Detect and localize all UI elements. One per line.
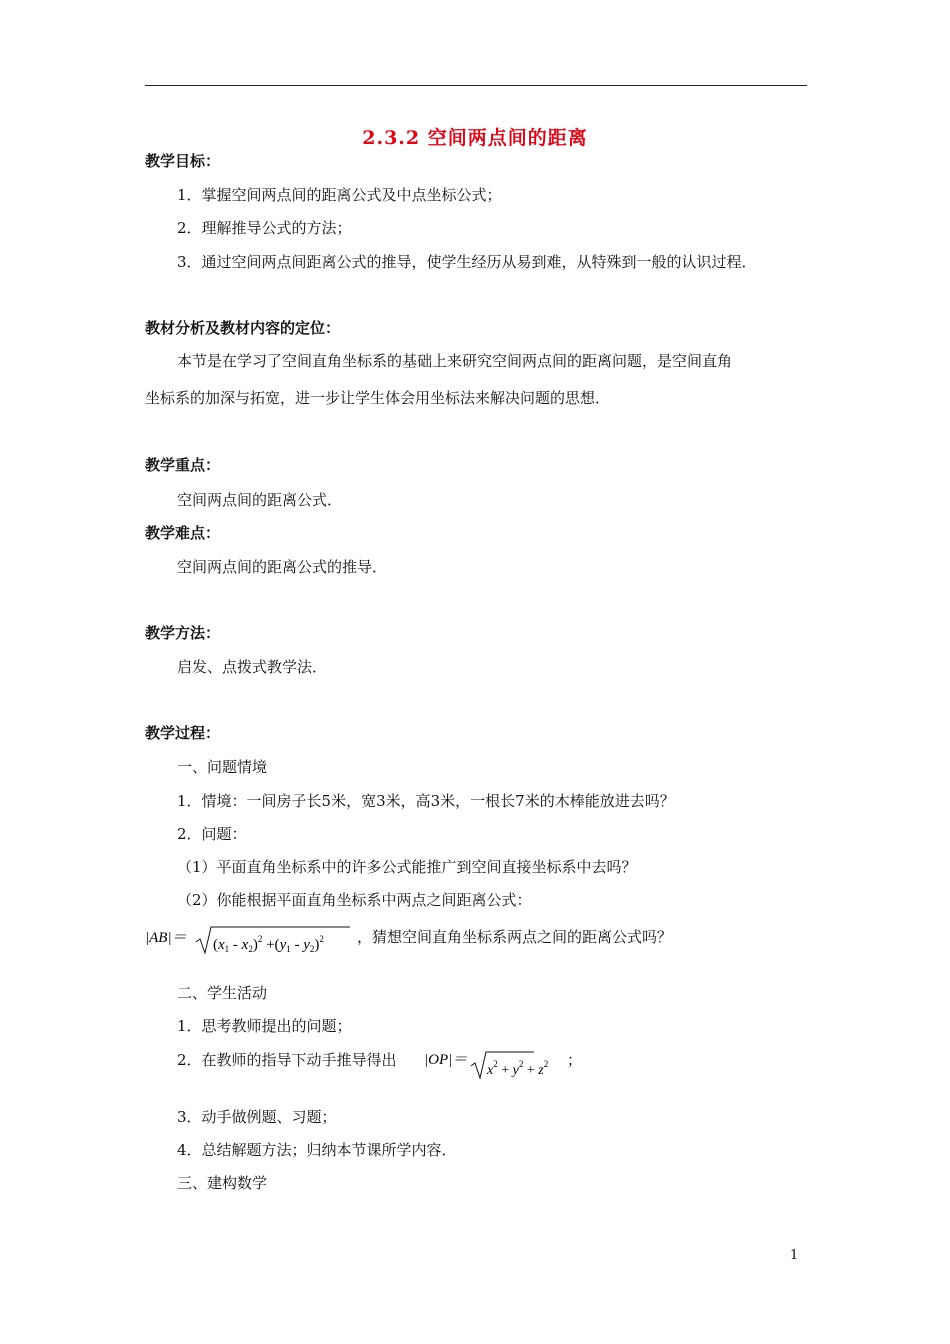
- analysis-line-1: 本节是在学习了空间直角坐标系的基础上来研究空间两点间的距离问题，是空间直角: [177, 352, 733, 370]
- origin-formula-radicand: [482, 1048, 572, 1082]
- svg-text:x2 + y2 + z2: $x^2 + y^2 + z^2$: [487, 1059, 549, 1078]
- page-number: 1: [790, 1248, 799, 1263]
- header-rule: [145, 85, 807, 86]
- formula-body: $(x_1 - x_2)^2 +(y_1 - y_2)^2$: [213, 934, 324, 954]
- question-sub-2: （2）你能根据平面直角坐标系中两点之间距离公式：: [177, 891, 532, 909]
- analysis-heading: 教材分析及教材内容的定位：: [145, 319, 341, 337]
- formula-lhs: |OP|＝: [424, 1052, 468, 1068]
- method-text: 启发、点拨式教学法．: [177, 658, 328, 676]
- key-points-heading: 教学重点：: [145, 456, 221, 474]
- method-heading: 教学方法：: [145, 624, 221, 642]
- section-2-heading: 二、学生活动: [177, 984, 268, 1002]
- analysis-line-2: 坐标系的加深与拓宽，进一步让学生体会用坐标法来解决问题的思想．: [145, 389, 611, 407]
- key-points-text: 空间两点间的距离公式．: [177, 491, 343, 509]
- activity-item-2-suffix: ；: [567, 1051, 583, 1069]
- goal-item-3: 3．通过空间两点间距离公式的推导，使学生经历从易到难，从特殊到一般的认识过程．: [177, 253, 757, 271]
- goal-item-2: 2．理解推导公式的方法；: [177, 219, 352, 237]
- difficulty-heading: 教学难点：: [145, 524, 221, 542]
- question-sub-1: （1）平面直角坐标系中的许多公式能推广到空间直接坐标系中去吗？: [177, 858, 637, 876]
- activity-item-2-text: 2．在教师的指导下动手推导得出: [177, 1051, 397, 1069]
- activity-item-3: 3．动手做例题、习题；: [177, 1108, 337, 1126]
- process-heading: 教学过程：: [145, 724, 221, 742]
- scenario-item: 1．情境：一间房子长5米，宽3米，高3米，一根长7米的木棒能放进去吗？: [177, 792, 675, 810]
- activity-item-4: 4．总结解题方法；归纳本节课所学内容．: [177, 1141, 457, 1159]
- page-title: 2.3.2 空间两点间的距离: [362, 127, 588, 149]
- question-item: 2．问题：: [177, 825, 247, 843]
- goal-item-1: 1．掌握空间两点间的距离公式及中点坐标公式；: [177, 186, 502, 204]
- goals-heading: 教学目标：: [145, 152, 221, 170]
- section-1-heading: 一、问题情境: [177, 758, 268, 776]
- section-3-heading: 三、建构数学: [177, 1174, 268, 1192]
- difficulty-text: 空间两点间的距离公式的推导．: [177, 558, 388, 576]
- formula-lhs: |AB|＝: [145, 930, 187, 946]
- activity-item-2: [177, 1050, 583, 1084]
- activity-item-1: 1．思考教师提出的问题；: [177, 1017, 352, 1035]
- formula-suffix: ，猜想空间直角坐标系两点之间的距离公式吗？: [357, 928, 673, 946]
